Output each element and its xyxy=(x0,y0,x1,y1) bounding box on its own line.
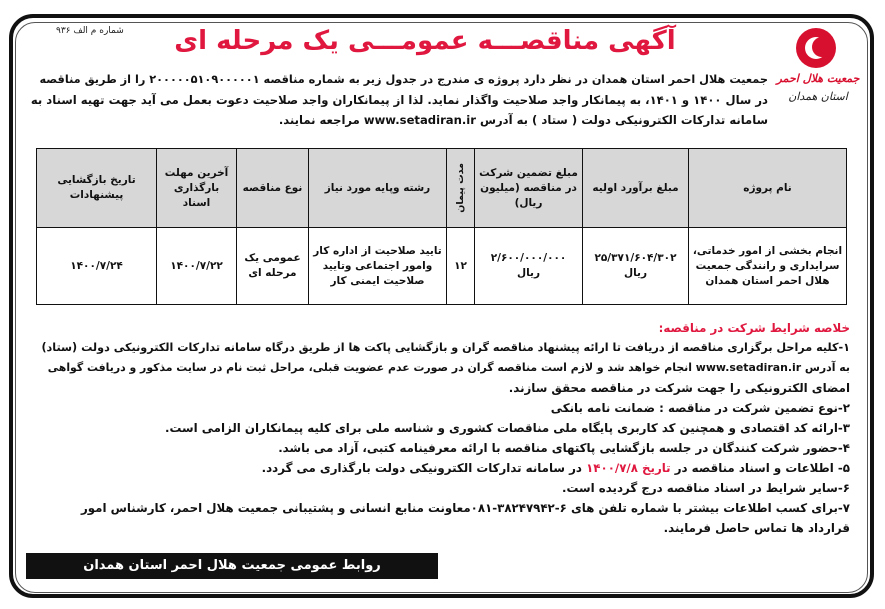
table-header-row xyxy=(37,149,847,228)
red-crescent-logo xyxy=(774,28,866,116)
logo-text-province: استان همدان xyxy=(788,90,848,103)
reference-number: شماره م الف ۹۳۶ xyxy=(56,26,124,36)
cell-guarantee: ۲/۶۰۰/۰۰۰/۰۰۰ ریال xyxy=(475,228,583,305)
col-header-estimate: مبلغ برآورد اولیه xyxy=(583,149,689,228)
condition-5-after: در سامانه تدارکات الکترونیکی دولت بارگذاری می گردد. xyxy=(261,461,582,475)
col-header-project-name: نام پروژه xyxy=(689,149,847,228)
condition-1-line: به آدرس www.setadiran.ir انجام خواهد شد و لازم است مناقصه گران در صورت عدم عضویت قبلی، مراحل ثبت نام در سایت مذکور و دریافت گواهی xyxy=(47,361,850,374)
intro-paragraph xyxy=(28,70,768,130)
col-header-opening: تاریخ بازگشایی پیشنهادات xyxy=(37,149,157,228)
table-row xyxy=(37,228,847,305)
condition-5-date: تاریخ ۱۴۰۰/۷/۸ xyxy=(586,461,671,475)
condition-3: ۳-ارائه کد اقتصادی و همچنین کد کاربری پایگاه ملی مناقصات کشوری و شناسه ملی برای کلیه پیمانکاران الزامی است. xyxy=(165,421,850,435)
condition-1-line: امضای الکترونیکی را جهت شرکت در مناقصه محقق سازند. xyxy=(508,381,850,395)
cell-field: تایید صلاحیت از اداره کار وامور اجتماعی وتایید صلاحیت ایمنی کار xyxy=(309,228,447,305)
cell-deadline: ۱۴۰۰/۷/۲۲ xyxy=(157,228,237,305)
logo-text-org: جمعیت هلال احمر xyxy=(776,72,860,85)
condition-7-line: ۷-برای کسب اطلاعات بیشتر با شماره تلفن های ۶-۳۸۲۴۷۹۴۲-۰۸۱معاونت منابع انسانی و پشتیبانی جمعیت هلال احمر، کارشناس امور xyxy=(80,501,850,515)
condition-5 xyxy=(28,458,850,478)
tender-table xyxy=(36,148,847,305)
condition-1-line: ۱-کلیه مراحل برگزاری مناقصه از دریافت تا ارائه پیشنهاد مناقصه گران و بازگشایی پاکت ها از طریق درگاه سامانه تدارکات الکترونیکی دولت (ستاد) xyxy=(41,341,850,354)
intro-line: در سال ۱۴۰۰ و ۱۴۰۱، به پیمانکار واجد صلاحیت واگذار نماید. لذا از پیمانکاران واجد صلاحیت دعوت بعمل می آید جهت تهیه اسناد به xyxy=(30,93,768,107)
page-title: آگهی مناقصـــه عمومـــی یک مرحله ای xyxy=(174,26,676,56)
condition-6: ۶-سایر شرایط در اسناد مناقصه درج گردیده است. xyxy=(562,481,850,495)
cell-estimate: ۲۵/۳۷۱/۶۰۴/۳۰۲ ریال xyxy=(583,228,689,305)
col-header-field: رشته وپایه مورد نیاز xyxy=(309,149,447,228)
intro-line: سامانه تدارکات الکترونیکی دولت ( ستاد ) به آدرس www.setadiran.ir مراجعه نمایند. xyxy=(278,113,768,127)
col-header-guarantee: مبلغ تضمین شرکت در مناقصه (میلیون ریال) xyxy=(475,149,583,228)
condition-5-before: ۵- اطلاعات و اسناد مناقصه در xyxy=(674,461,850,475)
conditions-title: خلاصه شرایط شرکت در مناقصه: xyxy=(658,321,850,335)
cell-type: عمومی یک مرحله ای xyxy=(237,228,309,305)
condition-4: ۴-حضور شرکت کنندگان در جلسه بازگشایی پاکتهای مناقصه با ارائه معرفینامه کتبی، آزاد می باشد. xyxy=(278,441,850,455)
crescent-icon xyxy=(796,28,836,68)
condition-2: ۲-نوع تضمین شرکت در مناقصه : ضمانت نامه بانکی xyxy=(550,401,850,415)
cell-project-name: انجام بخشی از امور خدماتی، سرایداری و رانندگی جمعیت هلال احمر استان همدان xyxy=(689,228,847,305)
footer-banner: روابط عمومی جمعیت هلال احمر استان همدان xyxy=(26,553,438,579)
col-header-type: نوع مناقصه xyxy=(237,149,309,228)
conditions-section xyxy=(28,318,850,538)
condition-7-line: قرارداد ها تماس حاصل فرمایند. xyxy=(663,521,850,535)
col-header-duration xyxy=(447,149,475,228)
cell-duration: ۱۲ xyxy=(447,228,475,305)
duration-header-text: مدت پیمان xyxy=(455,163,466,213)
intro-line: جمعیت هلال احمر استان همدان در نظر دارد پروژه ی مندرج در جدول زیر به شماره مناقصه ۲۰۰۰۰۰۵۱۰۹۰۰۰۰۰۱ را از طریق مناقصه xyxy=(39,73,768,86)
cell-opening: ۱۴۰۰/۷/۲۴ xyxy=(37,228,157,305)
col-header-deadline: آخرین مهلت بارگذاری اسناد xyxy=(157,149,237,228)
